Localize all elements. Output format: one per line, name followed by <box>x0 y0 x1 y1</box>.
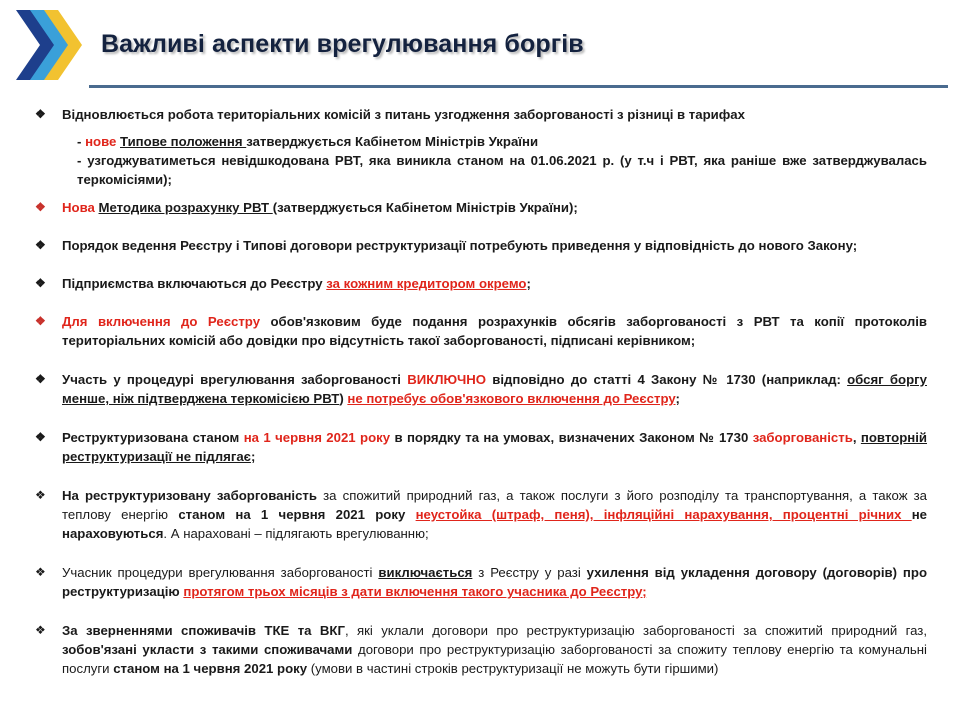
diamond-bullet-icon: ❖ <box>35 430 46 444</box>
bullet-list <box>35 105 927 678</box>
diamond-bullet-icon: ❖ <box>35 107 46 121</box>
diamond-bullet-icon: ❖ <box>35 238 46 252</box>
list-item: ❖ Підприємства включаються до Реєстру за кожним кредитором окремо; <box>35 276 531 291</box>
list-item: ❖ Учасник процедури врегулювання заборгованості виключається з Реєстру у разі ухилення від укладення договору (договорів) про реструктуризацію протягом трьох місяців з дати включення такого учасника до Реєстру; <box>35 565 927 599</box>
diamond-bullet-icon: ❖ <box>35 488 46 502</box>
list-item: ❖ Реструктуризована станом на 1 червня 2021 року в порядку та на умовах, визначених Законом № 1730 заборгованість, повторній реструктуризації не підлягає; <box>35 430 927 464</box>
list-item: ❖ Порядок ведення Реєстру і Типові договори реструктуризації потребують приведення у відповідність до нового Закону; <box>35 238 858 253</box>
diamond-bullet-icon: ❖ <box>35 623 46 637</box>
page-title: Важливі аспекти врегулювання боргів <box>101 30 584 58</box>
sub-item: - нове Типове положення затверджується Кабінетом Міністрів України <box>77 134 539 149</box>
diamond-bullet-icon: ❖ <box>35 372 46 386</box>
diamond-bullet-icon: ❖ <box>35 276 46 290</box>
diamond-bullet-icon: ❖ <box>35 314 46 328</box>
list-item: ❖ На реструктуризовану заборгованість за спожитий природний газ, а також послуги з його розподілу та транспортування, а також за теплову енергію станом на 1 червня 2021 року неустойка (штраф, пеня), інфляційні нарахування, процентні річних не нараховуються. А нараховані – підлягають врегулюванню; <box>35 488 928 541</box>
title-divider <box>89 85 948 88</box>
logo-chevrons-icon <box>16 8 82 82</box>
diamond-bullet-icon: ❖ <box>35 200 46 214</box>
list-item: ❖ Для включення до Реєстру обов'язковим буде подання розрахунків обсягів заборгованості з РВТ та копії протоколів територіальних комісій або довідки про відсутність такої заборгованості, підписані керівником; <box>35 314 927 348</box>
list-item: ❖ Участь у процедурі врегулювання заборгованості ВИКЛЮЧНО відповідно до статті 4 Закону № 1730 (наприклад: обсяг боргу менше, ніж підтверджена теркомісією РВТ) не потребує обов'язкового включення до Реєстру; <box>35 372 927 406</box>
list-item: ❖ Нова Методика розрахунку РВТ (затверджується Кабінетом Міністрів України); <box>35 200 578 215</box>
diamond-bullet-icon: ❖ <box>35 565 46 579</box>
list-item <box>35 105 927 189</box>
item-text: Відновлюється робота територіальних комісій з питань узгодження заборгованості з різниці в тарифах <box>62 107 745 122</box>
list-item: ❖ За зверненнями споживачів ТКЕ та ВКГ, які уклали договори про реструктуризацію заборгованості за спожитий природний газ, зобов'язані укласти з такими споживачами договори про реструктуризацію заборгованості за спожиту теплову енергію та комунальні послуги станом на 1 червня 2021 року (умови в частині строків реструктуризації не можуть бути гіршими) <box>35 623 928 676</box>
sub-list <box>62 132 927 189</box>
sub-item: - узгоджуватиметься невідшкодована РВТ, яка виникла станом на 01.06.2021 р. (у т.ч і РВТ, яка раніше вже затверджувалась теркомісіями); <box>77 153 927 187</box>
